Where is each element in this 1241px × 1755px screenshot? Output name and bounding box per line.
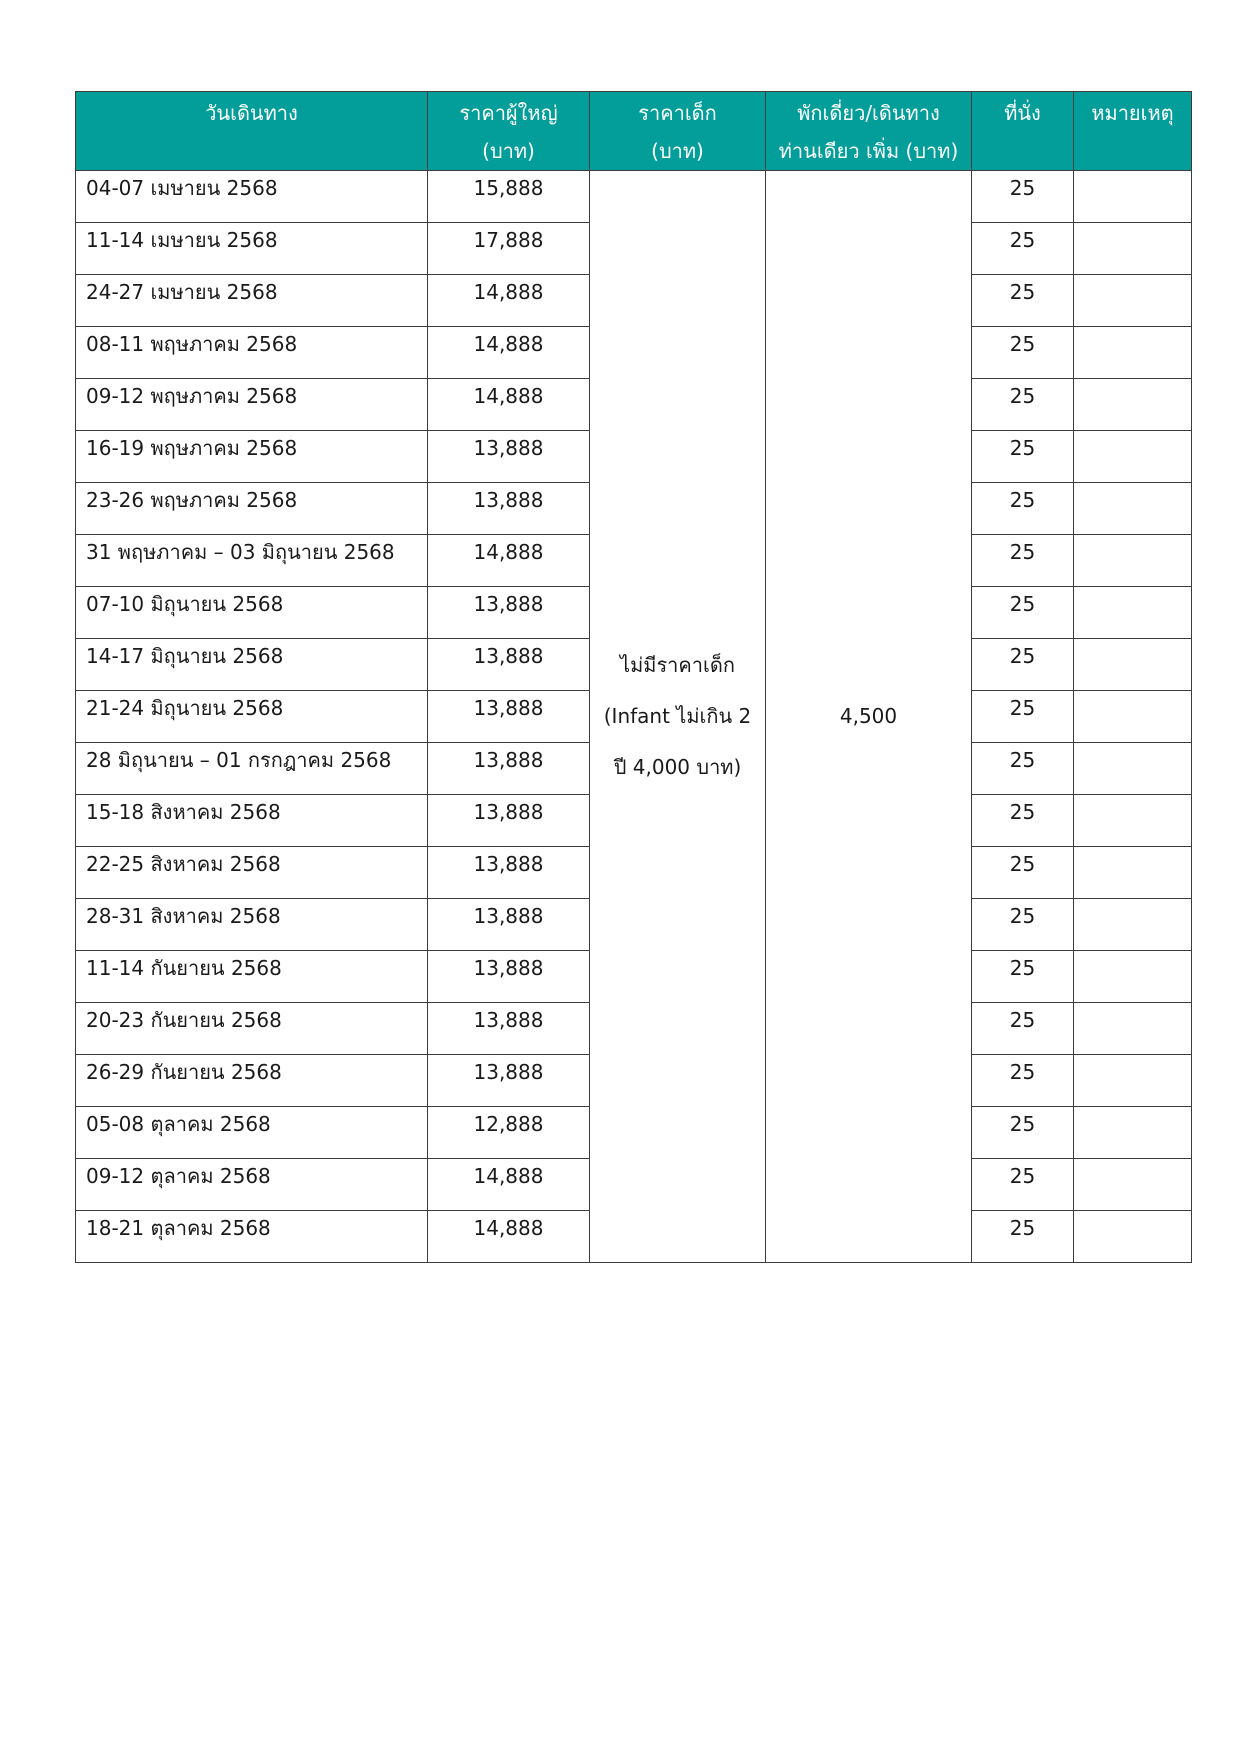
travel-date-cell: 16-19 พฤษภาคม 2568	[76, 431, 428, 483]
adult-price-cell: 12,888	[428, 1107, 590, 1159]
remark-cell	[1074, 1107, 1192, 1159]
seats-cell: 25	[972, 1003, 1074, 1055]
adult-price-cell: 14,888	[428, 1211, 590, 1263]
travel-date-cell: 24-27 เมษายน 2568	[76, 275, 428, 327]
adult-price-cell: 13,888	[428, 847, 590, 899]
seats-cell: 25	[972, 379, 1074, 431]
travel-date-cell: 05-08 ตุลาคม 2568	[76, 1107, 428, 1159]
seats-cell: 25	[972, 1159, 1074, 1211]
travel-date-cell: 22-25 สิงหาคม 2568	[76, 847, 428, 899]
remark-cell	[1074, 327, 1192, 379]
adult-price-cell: 17,888	[428, 223, 590, 275]
header-single-supplement	[766, 92, 972, 171]
seats-cell: 25	[972, 899, 1074, 951]
seats-cell: 25	[972, 639, 1074, 691]
seats-cell: 25	[972, 275, 1074, 327]
remark-cell	[1074, 899, 1192, 951]
seats-cell: 25	[972, 795, 1074, 847]
travel-date-cell: 21-24 มิถุนายน 2568	[76, 691, 428, 743]
seats-cell: 25	[972, 587, 1074, 639]
seats-cell: 25	[972, 1055, 1074, 1107]
remark-cell	[1074, 691, 1192, 743]
seats-cell: 25	[972, 1211, 1074, 1263]
remark-cell	[1074, 639, 1192, 691]
adult-price-cell: 13,888	[428, 795, 590, 847]
travel-date-cell: 15-18 สิงหาคม 2568	[76, 795, 428, 847]
travel-date-cell: 08-11 พฤษภาคม 2568	[76, 327, 428, 379]
remark-cell	[1074, 483, 1192, 535]
travel-date-cell: 11-14 กันยายน 2568	[76, 951, 428, 1003]
header-line: ราคาเด็ก	[638, 101, 717, 125]
remark-cell	[1074, 743, 1192, 795]
travel-date-cell: 11-14 เมษายน 2568	[76, 223, 428, 275]
header-travel-date	[76, 92, 428, 171]
seats-cell: 25	[972, 743, 1074, 795]
remark-cell	[1074, 171, 1192, 223]
remark-cell	[1074, 275, 1192, 327]
remark-cell	[1074, 951, 1192, 1003]
header-line: วันเดินทาง	[205, 101, 298, 125]
adult-price-cell: 13,888	[428, 483, 590, 535]
adult-price-cell: 14,888	[428, 327, 590, 379]
adult-price-cell: 13,888	[428, 639, 590, 691]
adult-price-cell: 14,888	[428, 379, 590, 431]
header-line: (บาท)	[482, 139, 535, 163]
travel-date-cell: 18-21 ตุลาคม 2568	[76, 1211, 428, 1263]
table-body	[76, 171, 1192, 1263]
seats-cell: 25	[972, 171, 1074, 223]
remark-cell	[1074, 1159, 1192, 1211]
remark-cell	[1074, 847, 1192, 899]
seats-cell: 25	[972, 847, 1074, 899]
adult-price-cell: 14,888	[428, 535, 590, 587]
header-line: ที่นั่ง	[1004, 101, 1041, 125]
travel-date-cell: 28 มิถุนายน – 01 กรกฎาคม 2568	[76, 743, 428, 795]
travel-date-cell: 09-12 ตุลาคม 2568	[76, 1159, 428, 1211]
seats-cell: 25	[972, 327, 1074, 379]
single-supplement-cell: 4,500	[766, 171, 972, 1263]
adult-price-cell: 14,888	[428, 275, 590, 327]
remark-cell	[1074, 223, 1192, 275]
child-price-line: (Infant ไม่เกิน 2	[603, 704, 752, 728]
header-child-price	[590, 92, 766, 171]
header-line: (บาท)	[651, 139, 704, 163]
seats-cell: 25	[972, 1107, 1074, 1159]
adult-price-cell: 15,888	[428, 171, 590, 223]
travel-date-cell: 28-31 สิงหาคม 2568	[76, 899, 428, 951]
child-price-cell	[590, 171, 766, 1263]
header-line: ราคาผู้ใหญ่	[459, 101, 558, 125]
travel-date-cell: 20-23 กันยายน 2568	[76, 1003, 428, 1055]
adult-price-cell: 13,888	[428, 951, 590, 1003]
child-price-line: ไม่มีราคาเด็ก	[620, 653, 735, 677]
adult-price-cell: 14,888	[428, 1159, 590, 1211]
table-header-row	[76, 92, 1192, 171]
remark-cell	[1074, 431, 1192, 483]
header-line: ท่านเดียว เพิ่ม (บาท)	[778, 139, 959, 163]
travel-date-cell: 09-12 พฤษภาคม 2568	[76, 379, 428, 431]
travel-date-cell: 07-10 มิถุนายน 2568	[76, 587, 428, 639]
header-line: พักเดี่ยว/เดินทาง	[797, 101, 940, 125]
header-adult-price	[428, 92, 590, 171]
price-schedule-table	[75, 91, 1192, 1263]
seats-cell: 25	[972, 951, 1074, 1003]
adult-price-cell: 13,888	[428, 431, 590, 483]
adult-price-cell: 13,888	[428, 587, 590, 639]
seats-cell: 25	[972, 535, 1074, 587]
table-row	[76, 171, 1192, 223]
seats-cell: 25	[972, 691, 1074, 743]
header-seats	[972, 92, 1074, 171]
travel-date-cell: 14-17 มิถุนายน 2568	[76, 639, 428, 691]
adult-price-cell: 13,888	[428, 691, 590, 743]
seats-cell: 25	[972, 223, 1074, 275]
adult-price-cell: 13,888	[428, 743, 590, 795]
adult-price-cell: 13,888	[428, 1055, 590, 1107]
travel-date-cell: 23-26 พฤษภาคม 2568	[76, 483, 428, 535]
seats-cell: 25	[972, 483, 1074, 535]
header-line: หมายเหตุ	[1091, 101, 1174, 125]
child-price-line: ปี 4,000 บาท)	[613, 755, 742, 779]
adult-price-cell: 13,888	[428, 1003, 590, 1055]
remark-cell	[1074, 587, 1192, 639]
seats-cell: 25	[972, 431, 1074, 483]
remark-cell	[1074, 535, 1192, 587]
travel-date-cell: 31 พฤษภาคม – 03 มิถุนายน 2568	[76, 535, 428, 587]
travel-date-cell: 04-07 เมษายน 2568	[76, 171, 428, 223]
adult-price-cell: 13,888	[428, 899, 590, 951]
remark-cell	[1074, 795, 1192, 847]
remark-cell	[1074, 379, 1192, 431]
remark-cell	[1074, 1211, 1192, 1263]
remark-cell	[1074, 1003, 1192, 1055]
header-remark	[1074, 92, 1192, 171]
travel-date-cell: 26-29 กันยายน 2568	[76, 1055, 428, 1107]
remark-cell	[1074, 1055, 1192, 1107]
